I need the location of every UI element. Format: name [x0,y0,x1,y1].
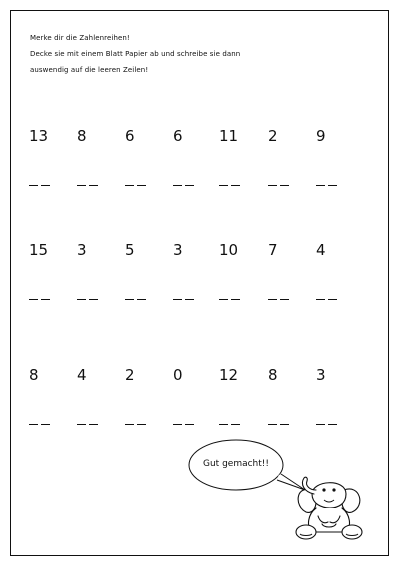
number-cell: 6 [125,127,135,145]
number-cell: 4 [316,241,326,259]
instruction-line-1: Merke dir die Zahlenreihen! [30,34,130,42]
speech-bubble-shape [187,438,307,508]
answer-blank[interactable] [316,299,338,305]
number-cell: 15 [29,241,49,259]
number-cell: 4 [77,366,87,384]
answer-blank[interactable] [77,424,99,430]
number-row-1 [0,126,400,156]
answer-blank[interactable] [29,424,51,430]
answer-blank[interactable] [219,299,241,305]
number-cell: 10 [219,241,239,259]
number-cell: 5 [125,241,135,259]
number-cell: 2 [268,127,278,145]
answer-blank[interactable] [219,424,241,430]
answer-blank[interactable] [268,299,290,305]
number-row-2 [0,240,400,270]
answer-blank[interactable] [29,299,51,305]
answer-row-2 [0,299,400,309]
number-cell: 8 [77,127,87,145]
number-cell: 0 [173,366,183,384]
answer-blank[interactable] [173,424,195,430]
answer-blank[interactable] [77,185,99,191]
answer-blank[interactable] [125,424,147,430]
number-cell: 8 [29,366,39,384]
answer-blank[interactable] [77,299,99,305]
instructions [30,30,240,78]
answer-blank[interactable] [316,424,338,430]
instruction-line-2: Decke sie mit einem Blatt Papier ab und schreibe sie dann [30,50,241,58]
number-cell: 13 [29,127,49,145]
instruction-line-3: auswendig auf die leeren Zeilen! [30,66,149,74]
number-cell: 3 [173,241,183,259]
number-cell: 12 [219,366,239,384]
answer-blank[interactable] [316,185,338,191]
answer-row-1 [0,185,400,195]
answer-blank[interactable] [268,424,290,430]
number-cell: 7 [268,241,278,259]
number-cell: 6 [173,127,183,145]
answer-row-3 [0,424,400,434]
answer-blank[interactable] [125,299,147,305]
answer-blank[interactable] [268,185,290,191]
answer-blank[interactable] [219,185,241,191]
answer-blank[interactable] [173,299,195,305]
number-cell: 2 [125,366,135,384]
answer-blank[interactable] [29,185,51,191]
number-cell: 3 [316,366,326,384]
elephant-icon [290,472,370,547]
answer-blank[interactable] [125,185,147,191]
speech-bubble [187,438,307,508]
number-cell: 8 [268,366,278,384]
number-cell: 3 [77,241,87,259]
number-cell: 9 [316,127,326,145]
speech-bubble-text: Gut gemacht!! [203,459,269,469]
number-row-3 [0,365,400,395]
answer-blank[interactable] [173,185,195,191]
number-cell: 11 [219,127,239,145]
